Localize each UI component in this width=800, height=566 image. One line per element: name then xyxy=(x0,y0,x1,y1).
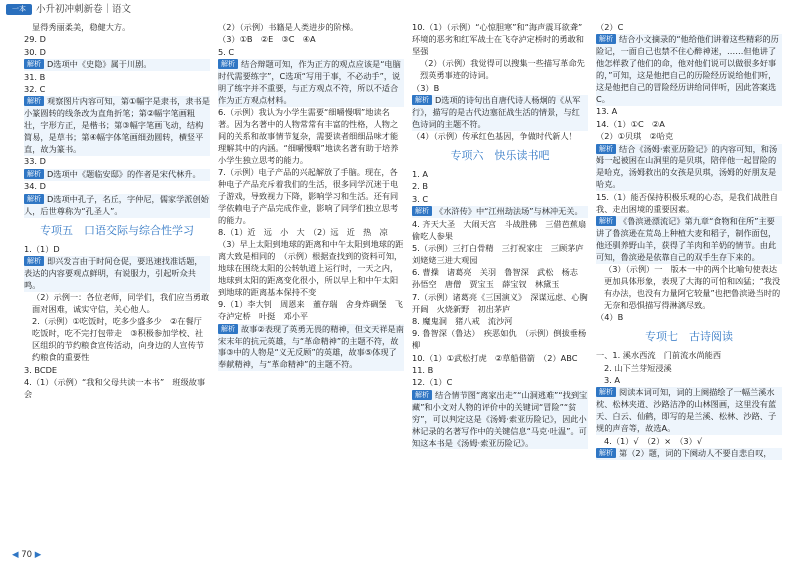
analysis-text: 观察图片内容可知，第①幅字是隶书，隶书是小篆圆转的线条改为直角折笔；第②幅字笔画粗壮，字形方正，是楷书；第③幅字笔画飞动，结构简易，是草书；第④幅字体笔画细劲圆转，横竖平直，故为篆书。 xyxy=(24,96,210,155)
analysis-tag: 解析 xyxy=(24,96,44,106)
answer-line: 2.（示例）①吃饭时，吃多少盛多少 ②在餐厅吃饭时，吃不完打包带走 ③积极参加学校、社区组织的节约粮食宣传活动，向身边的人宣传节约粮食的重要性 xyxy=(32,316,204,363)
answer-column-4 xyxy=(596,22,782,460)
analysis-tag: 解析 xyxy=(24,256,44,266)
answer-line: 34. D xyxy=(24,181,46,192)
answer-line: 一、1. 溪水西流 门前流水尚能西 xyxy=(596,350,722,361)
analysis-text: 故事②表现了英勇无畏的精神，但文天祥是南宋末年的抗元英雄，与“革命精神”的主题不符，故事③中的人物是“义无反顾”的英雄，故事⑤体现了奉献精神，与“革命精神”的主题不符。 xyxy=(218,323,404,370)
page-header xyxy=(0,0,800,20)
answer-line: 8. 魔鬼洞 猪八戒 流沙河 xyxy=(412,315,513,326)
analysis-tag: 解析 xyxy=(596,216,616,226)
analysis-text: 结合情节图“离家出走”“山洞逃难”“找到宝藏”和小文对人物的评价中的关键词“冒险”“贫穷”，可以判定这是《汤姆·索亚历险记》，因此小林记录的名著写作中的关键信息“马克·吐温”。可知这本书是《汤姆·索亚历险记》。 xyxy=(412,389,588,448)
analysis-tag: 解析 xyxy=(412,95,432,105)
answer-line: 4.（1）√ （2）× （3）√ xyxy=(604,435,703,446)
analysis-tag: 解析 xyxy=(24,59,44,69)
answer-line: （3）①B ②E ③C ④A xyxy=(218,34,316,45)
analysis-text: 结合小文摘录的“他给他们讲着这些精彩的历险记，一面自己也禁不住心醉神迷，……但他讲了他怎样救了他们的命，他对他们说可以做很多好事的，”可知，这是他把自己的历险经历说给他们听，这是他把自己的冒险经历讲给同伴听，因此答案选C。 xyxy=(596,34,779,104)
answer-line: （2）①贝琪 ②哈克 xyxy=(596,131,674,142)
answer-line: 6.（示例）我认为小学生需要“细嚼慢咽”地读名著。因为名著中的人物常常有丰富的性格，人物之间的关系和故事情节复杂，需要读者细细品味才能理解其中的内涵。“细嚼慢咽”地读名著有助于培养小学生独立思考的能力。 xyxy=(218,107,399,165)
answer-analysis xyxy=(596,144,782,192)
answer-line: 2. B xyxy=(412,181,429,192)
analysis-tag: 解析 xyxy=(596,448,616,458)
answer-line: 3. BCDE xyxy=(24,364,58,375)
answer-analysis xyxy=(596,387,782,435)
answer-analysis xyxy=(412,206,588,218)
section-title: 专项六 快乐读书吧 xyxy=(450,149,550,163)
answer-column-2 xyxy=(218,22,404,372)
analysis-text: D选项中《史隐》属于川剧。 xyxy=(47,59,152,70)
prev-page-arrow-icon[interactable]: ◀ xyxy=(12,550,19,560)
answer-analysis xyxy=(24,194,210,218)
answer-line: 3. A xyxy=(604,374,621,385)
answer-line: 11. B xyxy=(412,365,434,376)
answer-line: （2）C xyxy=(596,22,624,32)
answer-line: 2. 山下兰芽短浸溪 xyxy=(604,362,672,373)
answer-line: （2）示例一：各位老师，同学们，我们应当勇敢面对困难，诚实守信，关心他人。 xyxy=(32,292,210,315)
analysis-text: 即兴发言由于时间仓促，要迅速找准话题，表达的内容要观点鲜明，有说服力，引起听众共鸣。 xyxy=(24,255,203,290)
answer-line: 5. C xyxy=(218,46,235,57)
answer-line: 6. 曹操 诸葛亮 关羽 鲁智深 武松 杨志 孙悟空 唐僧 贾宝玉 薛宝钗 林黛玉 xyxy=(412,267,587,290)
answer-line: 29. D xyxy=(24,34,46,45)
answer-line: 显得秀丽柔美，稳健大方。 xyxy=(32,22,131,32)
analysis-text: 结合《汤姆·索亚历险记》的内容可知，和汤姆一起被困在山洞里的是贝琪，陪伴他一起冒险的是哈克，汤姆救出的女孩是贝琪，汤姆的好朋友是哈克。 xyxy=(596,143,778,190)
analysis-text: 第（2）题，词的下阕动人不要自悲自叹， xyxy=(619,447,772,458)
answer-column-3 xyxy=(412,22,595,450)
analysis-text: 结合辩题可知，作为正方的观点应该是“电脑时代需要练字”，C选项“写用于事，不必动手”，说明了练字并不重要，与正方观点不符，所以不适合作为正方观点材料。 xyxy=(218,59,401,105)
answer-line: （3）（示例）一 版本一中的两个比喻句使表达更加具体形象，表现了大海的可怕和凶猛；“我没有办法，也没有力量阿它较量”也把鲁滨逊当时的无奈和恐惧描写得淋漓尽致。 xyxy=(604,264,781,310)
next-page-arrow-icon[interactable]: ▶ xyxy=(34,550,42,560)
analysis-text: D选项的诗句出自唐代诗人杨炯的《从军行》，描写的是古代边塞征战生活的情景，与红色诗词的主题不符。 xyxy=(412,94,581,129)
answer-analysis xyxy=(596,216,782,264)
answer-line: 30. D xyxy=(24,46,46,57)
answer-analysis xyxy=(218,324,404,372)
answer-line: （4）B xyxy=(596,312,624,323)
answer-analysis xyxy=(596,448,782,460)
answer-line: 12.（1）C xyxy=(412,377,453,388)
analysis-tag: 解析 xyxy=(412,206,432,216)
answer-line: （2）（示例）书籍是人类进步的阶梯。 xyxy=(218,22,359,32)
answer-line: 9.（1）李大钊 周恩来 董存瑞 舍身炸碉堡 飞夺泸定桥 叶挺 邓小平 xyxy=(218,299,403,322)
answer-line: 33. D xyxy=(24,156,46,167)
answer-analysis xyxy=(412,95,588,131)
answer-analysis xyxy=(24,96,210,156)
answer-line: 9. 鲁智深（鲁达） 疾恶如仇 （示例）倒拔垂杨柳 xyxy=(412,328,587,351)
answer-line: （3）B xyxy=(412,82,440,93)
analysis-text: 《鲁滨逊漂流记》第九章“食物和住所”主要讲了鲁滨逊在荒岛上种植大麦和稻子，制作面包，他还驯养野山羊，获得了羊肉和羊奶的情节。由此可知，鲁滨逊是依靠自己的双手生存下来的。 xyxy=(596,216,777,262)
analysis-tag: 解析 xyxy=(596,387,616,397)
answer-line: （4）（示例）传承红色基因，争做时代新人！ xyxy=(412,131,577,142)
page-footer xyxy=(12,550,41,560)
analysis-tag: 解析 xyxy=(218,324,238,334)
answer-line: 1.（1）D xyxy=(24,243,60,254)
answer-line: 1. A xyxy=(412,169,429,180)
answer-analysis xyxy=(218,59,404,107)
answer-line: 15.（1）能否保持积极乐观的心态，是我们战胜自我、走出困境的重要因素。 xyxy=(596,191,778,214)
analysis-tag: 解析 xyxy=(596,34,616,44)
answer-line: 32. C xyxy=(24,84,46,95)
analysis-tag: 解析 xyxy=(24,194,44,204)
brand-logo: 一本 xyxy=(6,4,32,15)
answer-analysis xyxy=(24,59,210,71)
answer-analysis xyxy=(596,34,782,105)
page-number: 70 xyxy=(21,550,33,560)
answer-line: 13. A xyxy=(596,106,618,117)
answer-analysis xyxy=(24,256,210,292)
answer-line: 8.（1）近 远 小 大 （2）远 近 热 凉 （3）早上太阳到地球的距离和中午太阳到地球的距离大致是相同的 （示例）根据查找到的资料可知，地球在围绕太阳的公转轨道上运行时，一天之内，地球到太阳的距离变化很小，所以早上和中午太阳到地球的距离基本保持不变 xyxy=(218,227,404,297)
answer-line: 5.（示例）三打白骨精 三打祝家庄 三顾茅庐 刘姥姥三进大观园 xyxy=(412,243,592,265)
analysis-tag: 解析 xyxy=(218,59,238,69)
answer-line: 7.（示例）电子产品的兴起解放了手脑。现在，各种电子产品充斥着我们的生活，很多同学沉迷于电子游戏，导致视力下降，影响学习和生活。还有同学依赖电子产品完成作业，影响了同学们独立思考的能力。 xyxy=(218,167,399,225)
answer-line: 4. 齐天大圣 大闹天宫 斗战胜佛 三借芭蕉扇 偷吃人参果 xyxy=(412,218,595,241)
analysis-text: D选项中《题临安邸》的作者是宋代林升。 xyxy=(47,168,201,179)
answer-line: 4.（1）（示例）“我和父母共读一本书” 班级故事会 xyxy=(24,376,206,399)
answer-line: （2）（示例）我觉得可以搜集一些描写革命先烈英勇事迹的诗词。 xyxy=(420,58,585,81)
answer-column-1 xyxy=(24,22,210,401)
answer-line: 10.（1）①武松打虎 ②草船借箭 （2）ABC xyxy=(412,352,578,363)
section-title: 专项五 口语交际与综合性学习 xyxy=(40,223,194,237)
analysis-tag: 解析 xyxy=(412,390,432,400)
answer-analysis xyxy=(24,169,210,181)
answer-line: 10.（1）（示例）“心惊胆寒”和“海声震耳欲聋” 环境的恶劣和红军战士在飞夺泸定桥时的勇敢和坚强 xyxy=(412,22,591,56)
answer-line: 14.（1）①C ②A xyxy=(596,118,665,129)
answer-line: 31. B xyxy=(24,71,46,82)
section-title: 专项七 古诗阅读 xyxy=(645,330,733,344)
answer-line: 7.（示例）诸葛亮《三国演义》 深谋远虑、心胸开阔 火烧新野 初出茅庐 xyxy=(412,291,588,314)
analysis-text: 阅读本词可知，词的上阕描绘了一幅兰溪水枕、松林夹道、沙路洁净的山林图画，这里没有蓝天、白云、仙鹤，即写的是兰溪、松林、沙路、子规的声音等，故选A。 xyxy=(596,387,777,434)
analysis-tag: 解析 xyxy=(596,144,616,154)
analysis-tag: 解析 xyxy=(24,169,44,179)
page-header-title: 小升初冲刺新卷｜语文 xyxy=(36,4,132,15)
answer-analysis xyxy=(412,390,588,450)
analysis-text: D选项中孔子，名丘，字仲尼，儒家学派创始人，后世尊称为“孔圣人”。 xyxy=(24,193,209,216)
analysis-text: 《水浒传》中“江州劫法场”与林冲无关。 xyxy=(435,206,583,217)
answer-line: 3. C xyxy=(412,193,429,204)
